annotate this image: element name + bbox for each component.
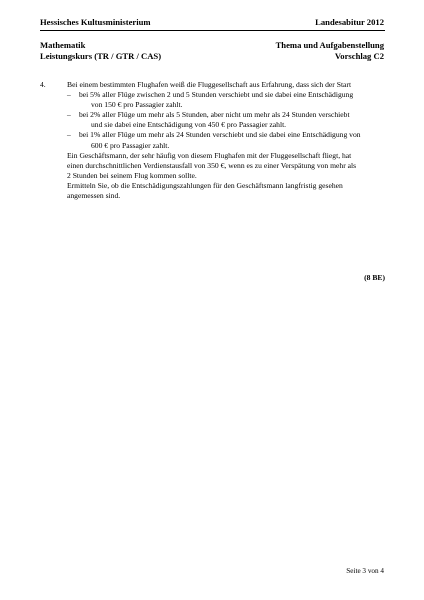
task-bullet [67, 130, 385, 150]
paragraph-line: 2 Stunden bei seinem Flug kommen sollte. [67, 170, 197, 180]
bullet-line: bei 2% aller Flüge um mehr als 5 Stunden, aber nicht um mehr als 24 Stunden verschiebt [79, 110, 350, 120]
bullet-line: und sie dabei eine Entschädigung von 450 € pro Passagier zahlt. [91, 120, 287, 130]
bullet-line: bei 1% aller Flüge um mehr als 24 Stunden verschiebt und sie dabei eine Entschädigung von [79, 130, 361, 140]
dash-marker: – [67, 110, 71, 120]
task-points: (8 BE) [364, 273, 385, 282]
task-bullet [67, 110, 385, 130]
paragraph-line: Ermitteln Sie, ob die Entschädigungszahlungen für den Geschäftsmann langfristig gesehen [67, 180, 343, 190]
course-name: Leistungskurs (TR / GTR / CAS) [40, 51, 162, 61]
subject-name: Mathematik [40, 40, 86, 50]
page-number: Seite 3 von 4 [346, 567, 384, 575]
paragraph-line: einen durchschnittlichen Verdienstausfall von 350 €, wenn es zu einer Verspätung von mehr als [67, 160, 357, 170]
task-body [67, 80, 385, 201]
bullet-line: bei 5% aller Flüge zwischen 2 und 5 Stunden verschiebt und sie dabei eine Entschädigung [79, 90, 354, 100]
paragraph-line: Ein Geschäftsmann, der sehr häufig von diesem Flughafen mit der Fluggesellschaft fliegt, hat [67, 150, 352, 160]
bullet-line: von 150 € pro Passagier zahlt. [91, 100, 183, 110]
header-rule [40, 30, 385, 31]
paragraph-line: angemessen sind. [67, 191, 121, 201]
dash-marker: – [67, 90, 71, 100]
bullet-line: 600 € pro Passagier zahlt. [91, 140, 170, 150]
task-paragraph [67, 151, 385, 201]
task-bullet [67, 90, 385, 110]
task-number: 4. [40, 80, 46, 89]
exam-title: Landesabitur 2012 [315, 17, 384, 27]
publisher-name: Hessisches Kultusministerium [40, 17, 151, 27]
task-bullet-list [67, 90, 385, 151]
variant-label: Vorschlag C2 [334, 51, 384, 61]
topic-heading: Thema und Aufgabenstellung [275, 40, 384, 50]
task-intro: Bei einem bestimmten Flughafen weiß die Fluggesellschaft aus Erfahrung, dass sich der Start [67, 80, 352, 89]
dash-marker: – [67, 130, 71, 140]
